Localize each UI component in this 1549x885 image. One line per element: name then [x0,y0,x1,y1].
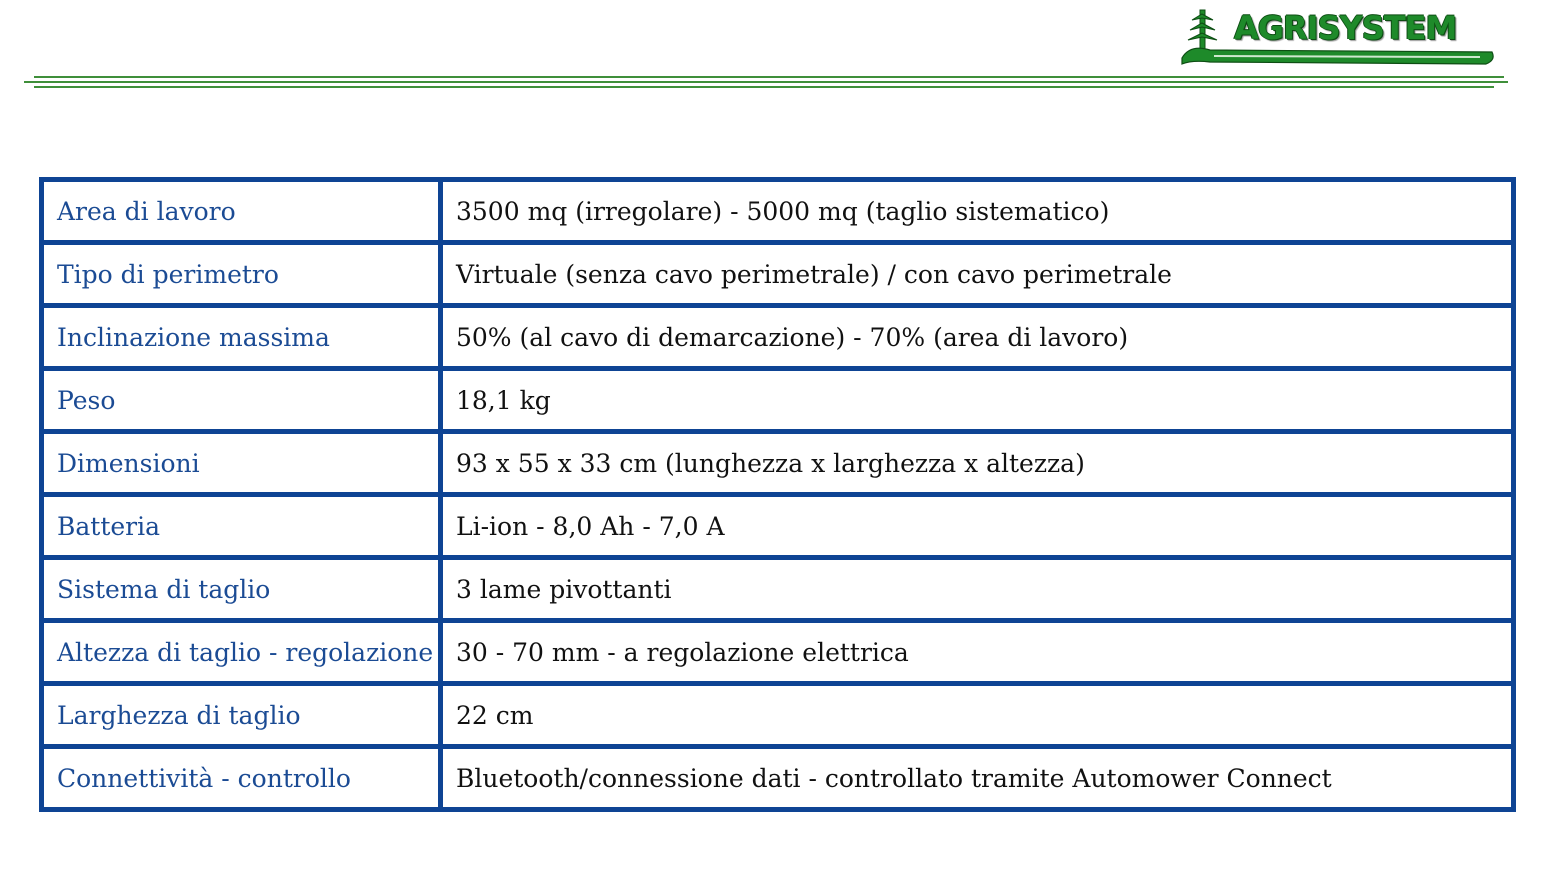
spec-value: 50% (al cavo di demarcazione) - 70% (area di lavoro) [441,306,1514,369]
spec-label: Dimensioni [42,432,441,495]
spec-label: Sistema di taglio [42,558,441,621]
table-row [42,306,1514,369]
company-logo [1180,8,1498,70]
spec-value: Li-ion - 8,0 Ah - 7,0 A [441,495,1514,558]
table-row [42,684,1514,747]
spec-value: 3 lame pivottanti [441,558,1514,621]
table-row [42,369,1514,432]
table-row [42,495,1514,558]
logo-text: AGRISYSTEM [1234,9,1457,47]
spec-label: Batteria [42,495,441,558]
spec-value: 22 cm [441,684,1514,747]
table-row [42,432,1514,495]
spec-table [39,177,1516,812]
table-row [42,180,1514,243]
spec-value: Bluetooth/connessione dati - controllato tramite Automower Connect [441,747,1514,810]
spec-label: Connettività - controllo [42,747,441,810]
table-row [42,747,1514,810]
spec-label: Peso [42,369,441,432]
table-row [42,621,1514,684]
spec-value: Virtuale (senza cavo perimetrale) / con cavo perimetrale [441,243,1514,306]
spec-label: Tipo di perimetro [42,243,441,306]
spec-value: 3500 mq (irregolare) - 5000 mq (taglio sistematico) [441,180,1514,243]
spec-label: Area di lavoro [42,180,441,243]
table-row [42,558,1514,621]
spec-label: Larghezza di taglio [42,684,441,747]
spec-value: 30 - 70 mm - a regolazione elettrica [441,621,1514,684]
header-divider [24,75,1508,91]
spec-value: 93 x 55 x 33 cm (lunghezza x larghezza x altezza) [441,432,1514,495]
spec-label: Inclinazione massima [42,306,441,369]
spec-value: 18,1 kg [441,369,1514,432]
spec-label: Altezza di taglio - regolazione [42,621,441,684]
table-row [42,243,1514,306]
